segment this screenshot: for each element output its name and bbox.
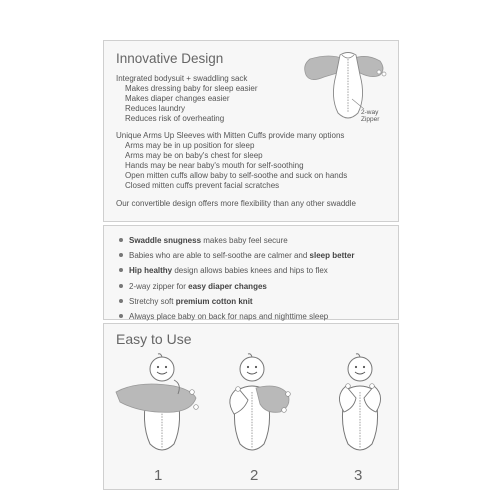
zipper-label: 2-way Zipper xyxy=(361,109,380,123)
benefit-bold: premium cotton knit xyxy=(175,296,253,306)
bullet-icon xyxy=(119,268,123,272)
benefit-text: Stretchy soft xyxy=(129,296,176,306)
benefit-bold: Swaddle snugness xyxy=(129,236,202,245)
intro-item: Reduces risk of overheating xyxy=(125,114,225,123)
intro-item: Makes dressing baby for sleep easier xyxy=(125,84,258,93)
intro-item: Makes diaper changes easier xyxy=(125,94,230,103)
sleeves-item: Arms may be on baby's chest for sleep xyxy=(125,151,263,160)
step-number: 3 xyxy=(354,467,363,484)
innovative-design-panel xyxy=(103,40,399,222)
step-number: 1 xyxy=(154,467,163,484)
step-3-illustration xyxy=(304,352,396,464)
sleeves-item: Hands may be near baby's mouth for self-soothing xyxy=(125,161,304,170)
benefit-text: 2-way zipper for xyxy=(129,281,189,291)
benefit-text: makes baby feel secure xyxy=(201,236,288,245)
bullet-icon xyxy=(119,299,123,303)
benefit-item xyxy=(129,248,354,263)
step-number: 2 xyxy=(250,467,259,484)
intro-item: Reduces laundry xyxy=(125,104,186,113)
benefit-bold: sleep better xyxy=(309,251,355,261)
innovative-design-heading: Innovative Design xyxy=(116,51,224,66)
easy-to-use-panel xyxy=(103,323,399,490)
easy-to-use-heading: Easy to Use xyxy=(116,331,192,347)
step-1-illustration xyxy=(112,352,204,464)
bullet-icon xyxy=(119,314,123,318)
sleeves-intro-text: Unique Arms Up Sleeves with Mitten Cuffs provide many options xyxy=(116,131,345,140)
benefit-item xyxy=(129,309,354,324)
benefit-text: design allows babies knees and hips to flex xyxy=(172,266,328,276)
benefit-text: Always place baby on back for naps and nighttime sleep xyxy=(129,312,329,322)
intro-text: Integrated bodysuit + swaddling sack xyxy=(116,74,248,83)
closing-text: Our convertible design offers more flexibility than any other swaddle xyxy=(116,199,356,208)
benefit-item xyxy=(129,294,354,309)
bullet-icon xyxy=(119,253,123,257)
step-2-illustration xyxy=(208,352,300,464)
sleeves-item: Closed mitten cuffs prevent facial scratches xyxy=(125,181,280,190)
sleeves-item: Open mitten cuffs allow baby to self-soothe and suck on hands xyxy=(125,171,348,180)
bullet-icon xyxy=(119,238,123,242)
sleeves-item: Arms may be in up position for sleep xyxy=(125,141,255,150)
benefits-list xyxy=(129,233,354,324)
benefit-text: Babies who are able to self-soothe are calmer and xyxy=(129,251,310,261)
benefits-panel xyxy=(103,225,399,320)
benefit-item xyxy=(129,279,354,294)
benefit-bold: Hip healthy xyxy=(129,266,173,276)
bullet-icon xyxy=(119,284,123,288)
benefit-item xyxy=(129,233,354,248)
benefit-item xyxy=(129,263,354,278)
benefit-bold: easy diaper changes xyxy=(188,281,267,291)
